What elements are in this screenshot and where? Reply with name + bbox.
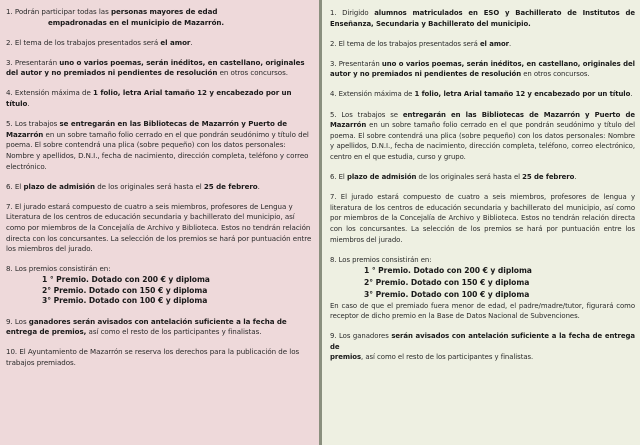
text: 3. Presentarán <box>330 59 382 68</box>
text: . <box>574 173 577 182</box>
rule-6 <box>330 172 635 183</box>
rule-8 <box>6 264 315 307</box>
bold-text: el amor <box>160 37 191 47</box>
text: 8. Los premios consistirán en: <box>330 255 432 264</box>
text: 5. Los trabajos se <box>330 110 403 119</box>
text: . <box>630 90 633 99</box>
text: 4. Extensión máxima de <box>330 90 415 99</box>
bold-text: se entregarán en las Bibliotecas de Mazarrón y Puerto de Mazarrón <box>6 119 288 139</box>
bold-text: 25 de febrero <box>522 173 575 182</box>
prize-3: 3° Premio. Dotado con 100 € y diploma <box>42 296 208 306</box>
rule-5 <box>330 110 635 163</box>
bold-text: entregarán en las Bibliotecas de Mazarrón y Puerto de Mazarrón <box>330 110 635 130</box>
bold-text: alumnos matriculados en ESO y Bachillerato de Institutos de Enseñanza, Secundaria y Bachillerato del municipio. <box>330 9 636 28</box>
text: 2. El tema de los trabajos presentados será <box>6 37 161 47</box>
rule-9 <box>330 331 635 363</box>
bold-text: serán avisados con antelación suficiente a la fecha de entrega de <box>330 332 636 351</box>
text: de los originales será hasta el <box>416 173 523 182</box>
rule-4 <box>330 89 635 100</box>
text: 3. Presentarán <box>6 57 60 67</box>
rule-8 <box>330 255 635 322</box>
bold-text: uno o varios poemas, serán inéditos, en castellano, originales del autor y no premiados ni pendientes de resolución <box>330 59 635 79</box>
text: 5. Los trabajos <box>6 119 60 129</box>
text: 8. Los premios consistirán en: <box>6 264 111 274</box>
prize-1: 1 ° Premio. Dotado con 200 € y diploma <box>42 274 210 284</box>
bold-text: empadronadas en el municipio de Mazarrón. <box>48 17 225 27</box>
text: . <box>27 99 30 109</box>
text: en un sobre tamaño folio cerrado en el que pondrán seudónimo y título del poema. El sobre contendrá una plica (sobre pequeño) con los datos personales: Nombre y apellidos, D.N.I., fecha de nacimiento, dirección completa, teléfono, correo electrónico, centro en el que estudia, curso y grupo. <box>330 121 635 161</box>
text: 2. El tema de los trabajos presentados será <box>330 39 480 48</box>
text: 1. Podrán participar todas las <box>6 7 111 16</box>
bold-text: 25 de febrero <box>203 181 258 191</box>
bold-text: el amor <box>479 39 509 48</box>
rule-2 <box>6 38 315 49</box>
bold-text: uno o varios poemas, serán inéditos, en castellano, originales del autor y no premiados ni pendientes de resolución <box>6 57 305 78</box>
text: 6. El <box>6 181 24 191</box>
text: . <box>190 37 193 47</box>
bold-text: plazo de admisión <box>23 181 95 191</box>
minor-note: En caso de que el premiado fuera menor de edad, el padre/madre/tutor, figurará como receptor de dicho premio en la Base de Datos Nacional de Subvenciones. <box>330 301 635 321</box>
rule-3 <box>6 58 315 79</box>
bold-text: personas mayores de edad <box>110 7 218 16</box>
text: en un sobre tamaño folio cerrado en el que pondrán seudónimo y título del poema. El sobre contendrá una plica (sobre pequeño) con los datos personales: Nombre y apellidos, D.N.I., fecha de nacimiento, dirección completa, teléfono y correo electrónico. <box>6 129 309 171</box>
rule-7: 7. El jurado estará compuesto de cuatro a seis miembros, profesores de lengua y literatura de los centros de educación secundaria y bachillerato del municipio, así como por miembros de la Concejalía de Archivo y Biblioteca. Estos no tendrán relación directa con los concursantes. La selección de los premios se hará por puntuación entre los miembros del jurado. <box>330 193 635 244</box>
text: de los originales será hasta el <box>94 181 204 191</box>
text: . <box>508 39 512 48</box>
rule-5 <box>6 119 315 172</box>
prize-3: 3° Premio. Dotado con 100 € y diploma <box>364 289 530 299</box>
text: 1. Dirigido <box>330 9 375 17</box>
bold-text: plazo de admisión <box>346 173 417 182</box>
text: 9. Los <box>6 316 29 326</box>
text: 9. Los ganadores <box>330 332 392 341</box>
text: . <box>257 181 260 191</box>
text: 4. Extensión máxima de <box>6 88 94 98</box>
prize-1: 1 ° Premio. Dotado con 200 € y diploma <box>364 266 532 276</box>
bold-text: premios <box>330 353 362 362</box>
prize-2: 2° Premio. Dotado con 150 € y diploma <box>42 285 208 295</box>
bold-text: 1 folio, letra Arial tamaño 12 y encabezado por un título <box>414 90 631 99</box>
text: 6. El <box>330 173 347 182</box>
rule-1 <box>6 7 315 28</box>
prize-2: 2° Premio. Dotado con 150 € y diploma <box>364 277 530 287</box>
rule-9 <box>6 317 315 338</box>
rule-2 <box>330 39 635 50</box>
text: , así como el resto de los participantes y finalistas. <box>361 353 534 362</box>
text: en otros concursos. <box>217 68 288 78</box>
rule-3 <box>330 59 635 80</box>
rule-7: 7. El jurado estará compuesto de cuatro a seis miembros, profesores de Lengua y Literatura de los centros de educación secundaria y bachillerato del municipio, así como por miembros de la Concejalía de Archivo y Biblioteca. Estos no tendrán relación directa con los concursantes. La selección de los premios se hará por puntuación entre los miembros del jurado. <box>6 201 312 254</box>
rule-10: 10. El Ayuntamiento de Mazarrón se reserva los derechos para la publicación de los trabajos premiados. <box>6 347 300 367</box>
student-rules-panel <box>322 0 640 445</box>
bold-text: 1 folio, letra Arial tamaño 12 y encabezado por un título <box>6 88 292 109</box>
rule-4 <box>6 88 315 109</box>
adult-rules-panel <box>0 0 319 445</box>
rule-1 <box>330 8 635 29</box>
rule-6 <box>6 182 315 193</box>
text: así como el resto de los participantes y finalistas. <box>86 327 262 337</box>
text: en otros concursos. <box>521 70 590 79</box>
bold-text: ganadores serán avisados con antelación suficiente a la fecha de entrega de premios, <box>6 316 287 337</box>
